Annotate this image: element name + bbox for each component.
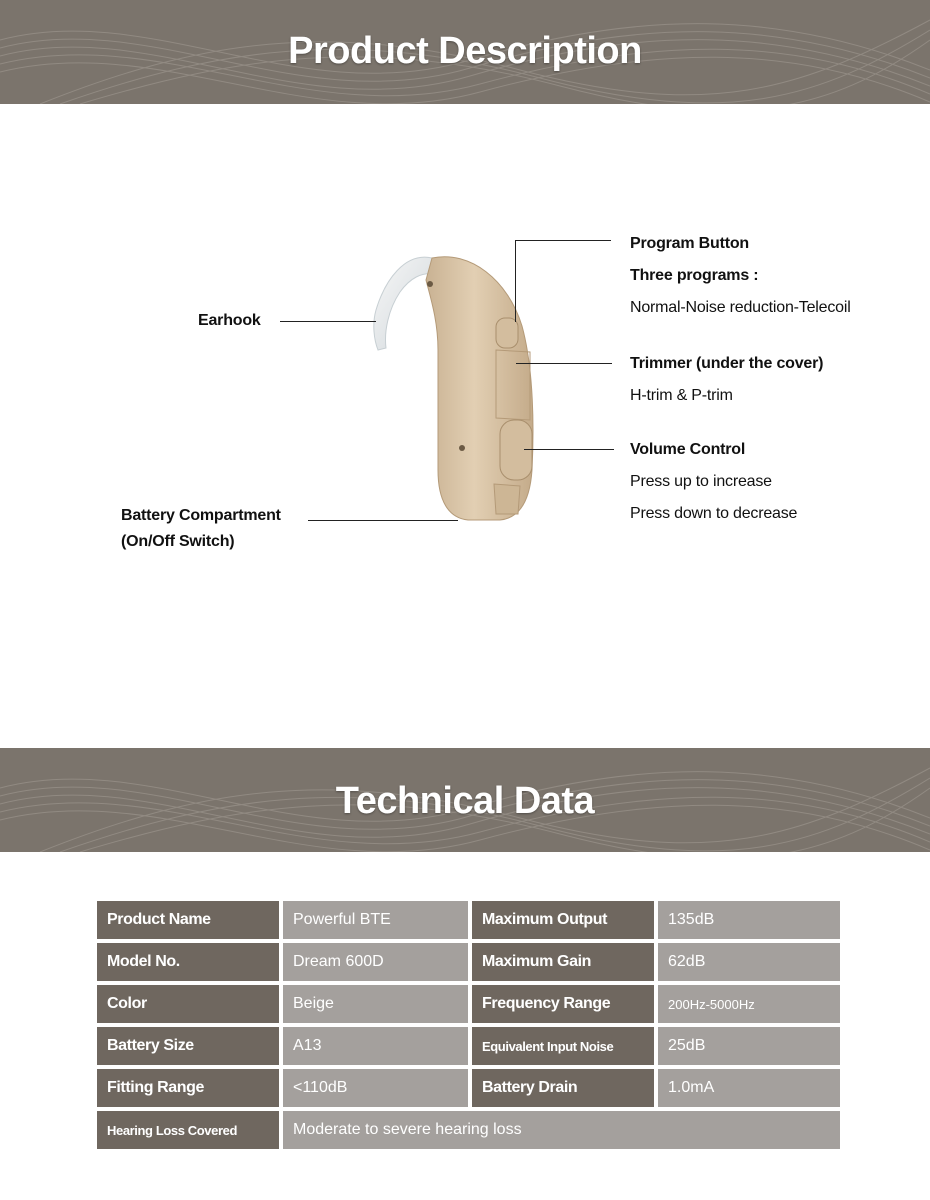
spec-value: 200Hz-5000Hz: [658, 985, 840, 1023]
table-row: [97, 1111, 840, 1149]
spec-key: Maximum Gain: [472, 943, 654, 981]
trimmer-leader-line: [516, 363, 612, 364]
spec-key: Color: [97, 985, 279, 1023]
spec-value: 25dB: [658, 1027, 840, 1065]
battery-compartment-label: Battery Compartment (On/Off Switch): [121, 507, 281, 550]
spec-key: Equivalent Input Noise: [472, 1027, 654, 1065]
technical-data-banner: [0, 748, 930, 852]
spec-value: Powerful BTE: [283, 901, 468, 939]
section-title-description: Product Description: [288, 30, 642, 72]
spec-key: Product Name: [97, 901, 279, 939]
spec-value: 62dB: [658, 943, 840, 981]
spec-value: Dream 600D: [283, 943, 468, 981]
product-description-banner: [0, 0, 930, 104]
table-row: [97, 985, 840, 1023]
table-row: [97, 901, 840, 939]
spec-key: Model No.: [97, 943, 279, 981]
volume-rocker-shape: [500, 420, 532, 480]
section-title-technical: Technical Data: [335, 780, 595, 822]
volume-leader-line: [524, 449, 614, 450]
table-row: [97, 1027, 840, 1065]
earhook-shape: [374, 257, 434, 350]
earhook-label: Earhook: [198, 312, 261, 329]
volume-control-callout: Volume Control Press up to increase Press down to decrease: [630, 441, 798, 522]
device-body: [426, 257, 533, 520]
program-button-callout: Program Button Three programs : Normal-Noise reduction-Telecoil: [630, 235, 851, 316]
battery-leader-line: [308, 520, 458, 521]
program-leader-line: [515, 240, 611, 241]
technical-data-table: [93, 897, 844, 1153]
spec-key: Hearing Loss Covered: [97, 1111, 279, 1149]
spec-key: Frequency Range: [472, 985, 654, 1023]
spec-value: Beige: [283, 985, 468, 1023]
spec-key: Fitting Range: [97, 1069, 279, 1107]
spec-key: Battery Drain: [472, 1069, 654, 1107]
spec-key: Battery Size: [97, 1027, 279, 1065]
spec-value: A13: [283, 1027, 468, 1065]
spec-value: Moderate to severe hearing loss: [283, 1111, 840, 1149]
program-leader-vertical: [515, 240, 516, 322]
trimmer-callout: Trimmer (under the cover) H-trim & P-trim: [630, 355, 824, 404]
earhook-leader-line: [280, 321, 376, 322]
spec-value: 135dB: [658, 901, 840, 939]
spec-value: 1.0mA: [658, 1069, 840, 1107]
table-row: [97, 1069, 840, 1107]
spec-key: Maximum Output: [472, 901, 654, 939]
program-button-shape: [496, 318, 518, 348]
spec-value: <110dB: [283, 1069, 468, 1107]
table-row: [97, 943, 840, 981]
